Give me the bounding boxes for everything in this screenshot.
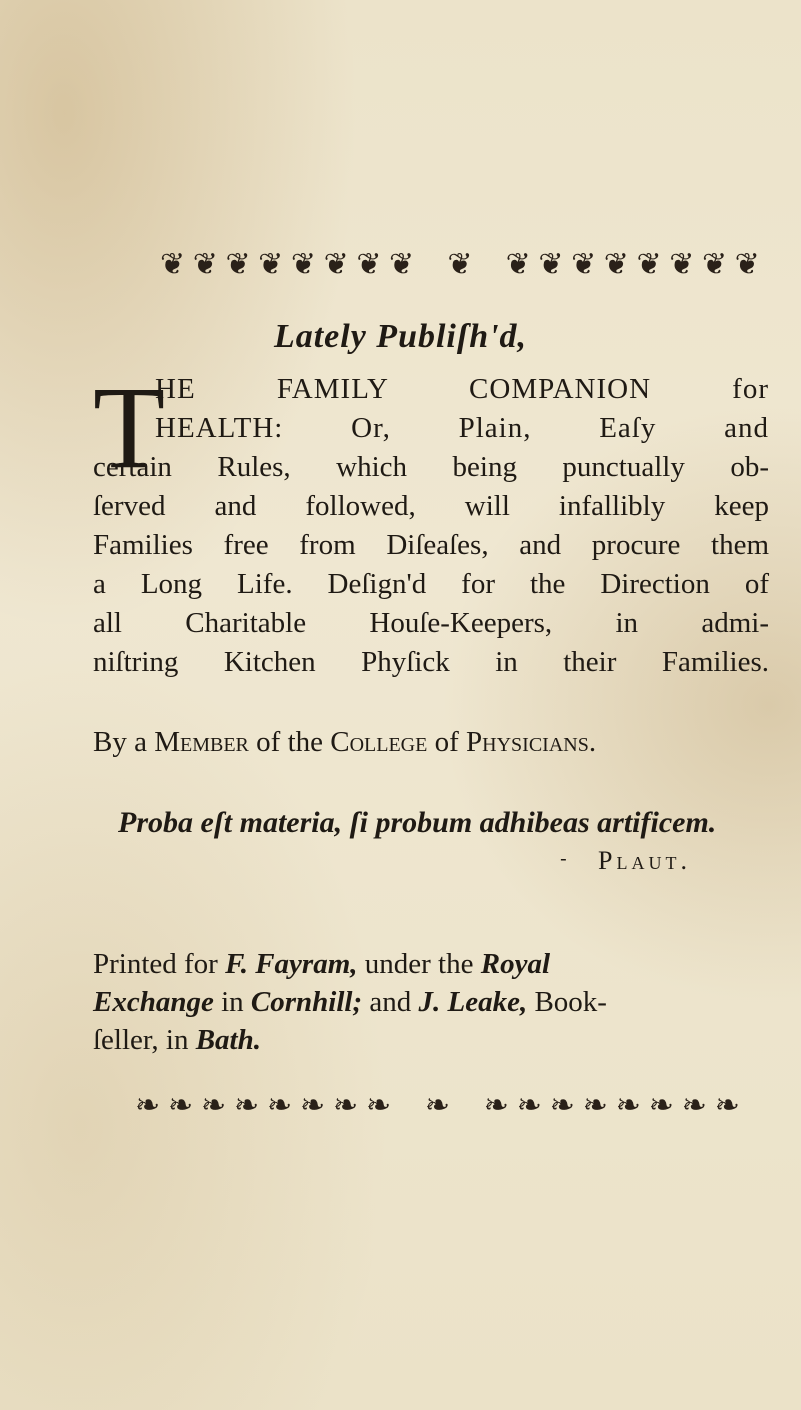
- fleuron-icon: ❧: [267, 1088, 293, 1123]
- fleuron-icon: ❦: [701, 247, 728, 282]
- byline-of: of: [434, 726, 459, 758]
- description-line: Families free from Diſeaſes, and procure them: [93, 529, 769, 561]
- lately-published-heading: Lately Publiſh'd,: [273, 318, 528, 355]
- fleuron-icon: ❧: [483, 1088, 509, 1123]
- fleuron-icon: ❦: [538, 247, 564, 282]
- town-name: Cornhill;: [250, 986, 363, 1018]
- fleuron-icon: ❧: [516, 1088, 542, 1123]
- printer-name: F. Fayram,: [225, 948, 358, 980]
- town-name: Bath.: [195, 1024, 261, 1056]
- fleuron-icon: ❧: [648, 1088, 674, 1123]
- fleuron-icon: ❦: [636, 247, 662, 282]
- fleuron-icon: ❧: [333, 1088, 359, 1123]
- byline-member: Member: [154, 726, 249, 758]
- imprint-line: [93, 945, 769, 983]
- imprint-text: and: [369, 986, 412, 1018]
- imprint-line: [93, 1021, 769, 1059]
- motto-attribution: Plaut.: [598, 846, 691, 875]
- description-line: HE FAMILY COMPANION for: [155, 373, 769, 405]
- imprint-line: [93, 983, 769, 1021]
- fleuron-icon: ❦: [447, 247, 473, 282]
- imprint-text: Book-: [534, 986, 607, 1018]
- description-line: niſtring Kitchen Phyſick in their Families.: [93, 646, 769, 678]
- fleuron-icon: ❦: [505, 247, 531, 282]
- byline-physicians: Physicians.: [466, 726, 597, 758]
- imprint-text: Printed for: [93, 948, 218, 980]
- place-name: Royal: [480, 948, 551, 980]
- fleuron-icon: ❦: [323, 247, 349, 282]
- description-line: all Charitable Houſe-Keepers, in admi-: [93, 607, 769, 639]
- description-line: ſerved and followed, will infallibly keep: [93, 490, 769, 522]
- fleuron-icon: ❧: [201, 1088, 227, 1123]
- imprint-text: in: [221, 986, 244, 1018]
- author-byline: [93, 725, 769, 759]
- byline-of-the: of the: [256, 726, 323, 758]
- fleuron-icon: ❧: [615, 1088, 641, 1123]
- fleuron-icon: ❦: [160, 247, 186, 282]
- bookseller-name: J. Leake,: [418, 986, 528, 1018]
- imprint-text: ſeller, in: [93, 1024, 189, 1056]
- fleuron-icon: ❧: [681, 1088, 707, 1123]
- fleuron-icon: ❧: [549, 1088, 575, 1123]
- fleuron-icon: ❦: [603, 247, 629, 282]
- drop-cap: T: [93, 362, 166, 493]
- byline-college: College: [330, 726, 428, 758]
- book-description: [93, 362, 769, 682]
- fleuron-icon: ❦: [356, 247, 382, 282]
- fleuron-icon: ❦: [290, 247, 317, 282]
- fleuron-icon: ❧: [135, 1088, 161, 1123]
- byline-by: By a: [93, 726, 147, 758]
- printer-imprint: [93, 945, 769, 1059]
- imprint-text: under the: [364, 948, 474, 980]
- attribution-dash: -: [560, 846, 567, 870]
- fleuron-icon: ❦: [192, 247, 218, 282]
- fleuron-icon: ❦: [571, 247, 597, 282]
- fleuron-icon: ❧: [300, 1088, 326, 1123]
- fleuron-icon: ❧: [168, 1088, 194, 1123]
- description-line: a Long Life. Deſign'd for the Direction of: [93, 568, 769, 600]
- place-name: Exchange: [93, 986, 214, 1018]
- top-ornament-border: [160, 242, 760, 288]
- description-line: certain Rules, which being punctually ob-: [93, 451, 769, 483]
- fleuron-icon: ❦: [389, 247, 415, 282]
- fleuron-icon: ❦: [669, 247, 695, 282]
- description-line: HEALTH: Or, Plain, Eaſy and: [155, 412, 769, 444]
- fleuron-icon: ❧: [366, 1088, 392, 1123]
- fleuron-icon: ❧: [424, 1088, 450, 1123]
- fleuron-icon: ❦: [258, 247, 284, 282]
- fleuron-icon: ❦: [734, 247, 760, 282]
- fleuron-icon: ❧: [234, 1088, 260, 1123]
- bottom-ornament-border: [135, 1083, 740, 1129]
- fleuron-icon: ❧: [582, 1088, 608, 1123]
- latin-motto: Proba eſt materia, ſi probum adhibeas artificem.: [118, 806, 717, 839]
- fleuron-icon: ❧: [714, 1088, 740, 1123]
- fleuron-icon: ❦: [225, 247, 251, 282]
